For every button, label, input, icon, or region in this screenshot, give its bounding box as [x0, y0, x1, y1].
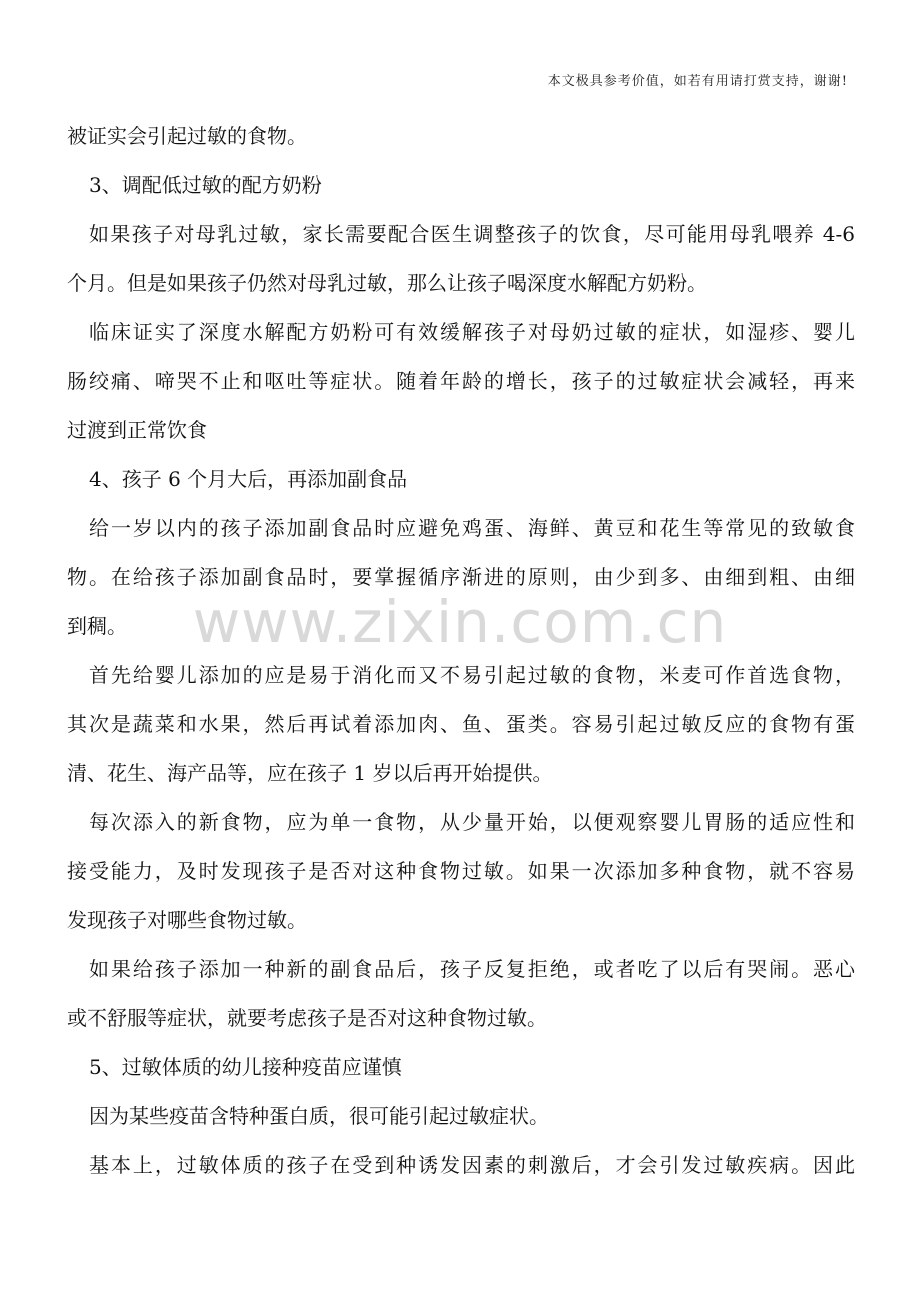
text-line: 首先给婴儿添加的应是易于消化而又不易引起过敏的食物，米麦可作首选食物，: [89, 663, 855, 687]
text-line: 给一岁以内的孩子添加副食品时应避免鸡蛋、海鲜、黄豆和花生等常见的致敏食: [89, 516, 855, 540]
text-line: 或不舒服等症状，就要考虑孩子是否对这种食物过敏。: [67, 1006, 547, 1030]
header-note: 本文极具参考价值，如若有用请打赏支持，谢谢!: [547, 74, 848, 89]
text-line: 因为某些疫苗含特种蛋白质，很可能引起过敏症状。: [89, 1104, 549, 1128]
text-line: 物。在给孩子添加副食品时，要掌握循序渐进的原则，由少到多、由细到粗、由细: [67, 565, 855, 589]
text-line: 每次添入的新食物，应为单一食物，从少量开始，以便观察婴儿胃肠的适应性和: [89, 810, 855, 834]
text-line: 3、调配低过敏的配方奶粉: [89, 173, 322, 197]
text-line: 如果给孩子添加一种新的副食品后，孩子反复拒绝，或者吃了以后有哭闹。恶心: [89, 957, 855, 981]
text-line: 被证实会引起过敏的食物。: [67, 124, 307, 148]
text-line: 肠绞痛、啼哭不止和呕吐等症状。随着年龄的增长，孩子的过敏症状会减轻，再来: [67, 369, 855, 393]
text-line: 4、孩子 6 个月大后，再添加副食品: [89, 467, 408, 491]
text-line: 发现孩子对哪些食物过敏。: [67, 908, 307, 932]
text-line: 5、过敏体质的幼儿接种疫苗应谨慎: [89, 1055, 402, 1079]
watermark: www.zixin.com.cn: [192, 588, 728, 656]
text-line: 清、花生、海产品等，应在孩子 1 岁以后再开始提供。: [67, 761, 553, 785]
body-text: [67, 112, 855, 1190]
text-line: 过渡到正常饮食: [67, 418, 207, 442]
text-line: 其次是蔬菜和水果，然后再试着添加肉、鱼、蛋类。容易引起过敏反应的食物有蛋: [67, 712, 855, 736]
text-line: 基本上，过敏体质的孩子在受到种诱发因素的刺激后，才会引发过敏疾病。因此: [89, 1153, 855, 1177]
text-line: 到稠。: [67, 614, 127, 638]
text-line: 个月。但是如果孩子仍然对母乳过敏，那么让孩子喝深度水解配方奶粉。: [67, 271, 707, 295]
text-line: 接受能力，及时发现孩子是否对这种食物过敏。如果一次添加多种食物，就不容易: [67, 859, 855, 883]
text-line: 临床证实了深度水解配方奶粉可有效缓解孩子对母奶过敏的症状，如湿疹、婴儿: [89, 320, 855, 344]
text-line: 如果孩子对母乳过敏，家长需要配合医生调整孩子的饮食，尽可能用母乳喂养 4-6: [89, 222, 855, 246]
